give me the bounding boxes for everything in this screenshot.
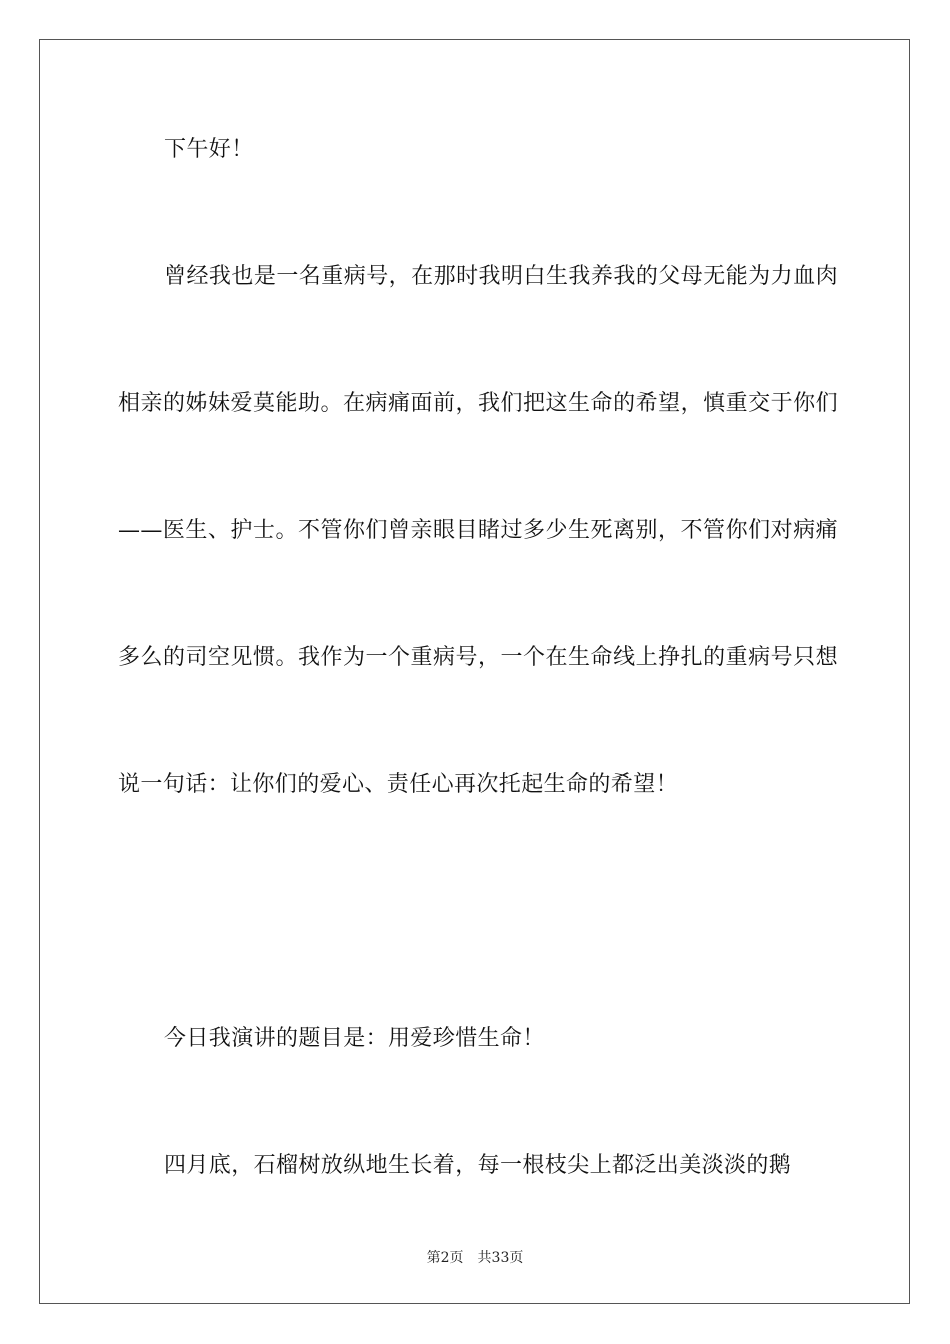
page-footer xyxy=(0,1247,950,1267)
total-pages: 共33页 xyxy=(477,1250,524,1266)
body-paragraph-1: 曾经我也是一名重病号，在那时我明白生我养我的父母无能为力血肉相亲的姊妹爱莫能助。在病痛面前，我们把这生命的希望，慎重交于你们——医生、护士。不管你们曾亲眼目睹过多少生死离别，不管你们对病痛多么的司空见惯。我作为一个重病号，一个在生命线上挣扎的重病号只想说一句话：让你们的爱心、责任心再次托起生命的希望！ xyxy=(118,264,838,797)
body-paragraph-2: 四月底，石榴树放纵地生长着，每一根枝尖上都泛出美淡淡的鹅 xyxy=(164,1153,792,1178)
speech-title-paragraph: 今日我演讲的题目是：用爱珍惜生命！ xyxy=(164,1026,545,1051)
greeting-paragraph: 下午好！ xyxy=(164,137,254,162)
page-number: 第2页 xyxy=(426,1250,464,1266)
